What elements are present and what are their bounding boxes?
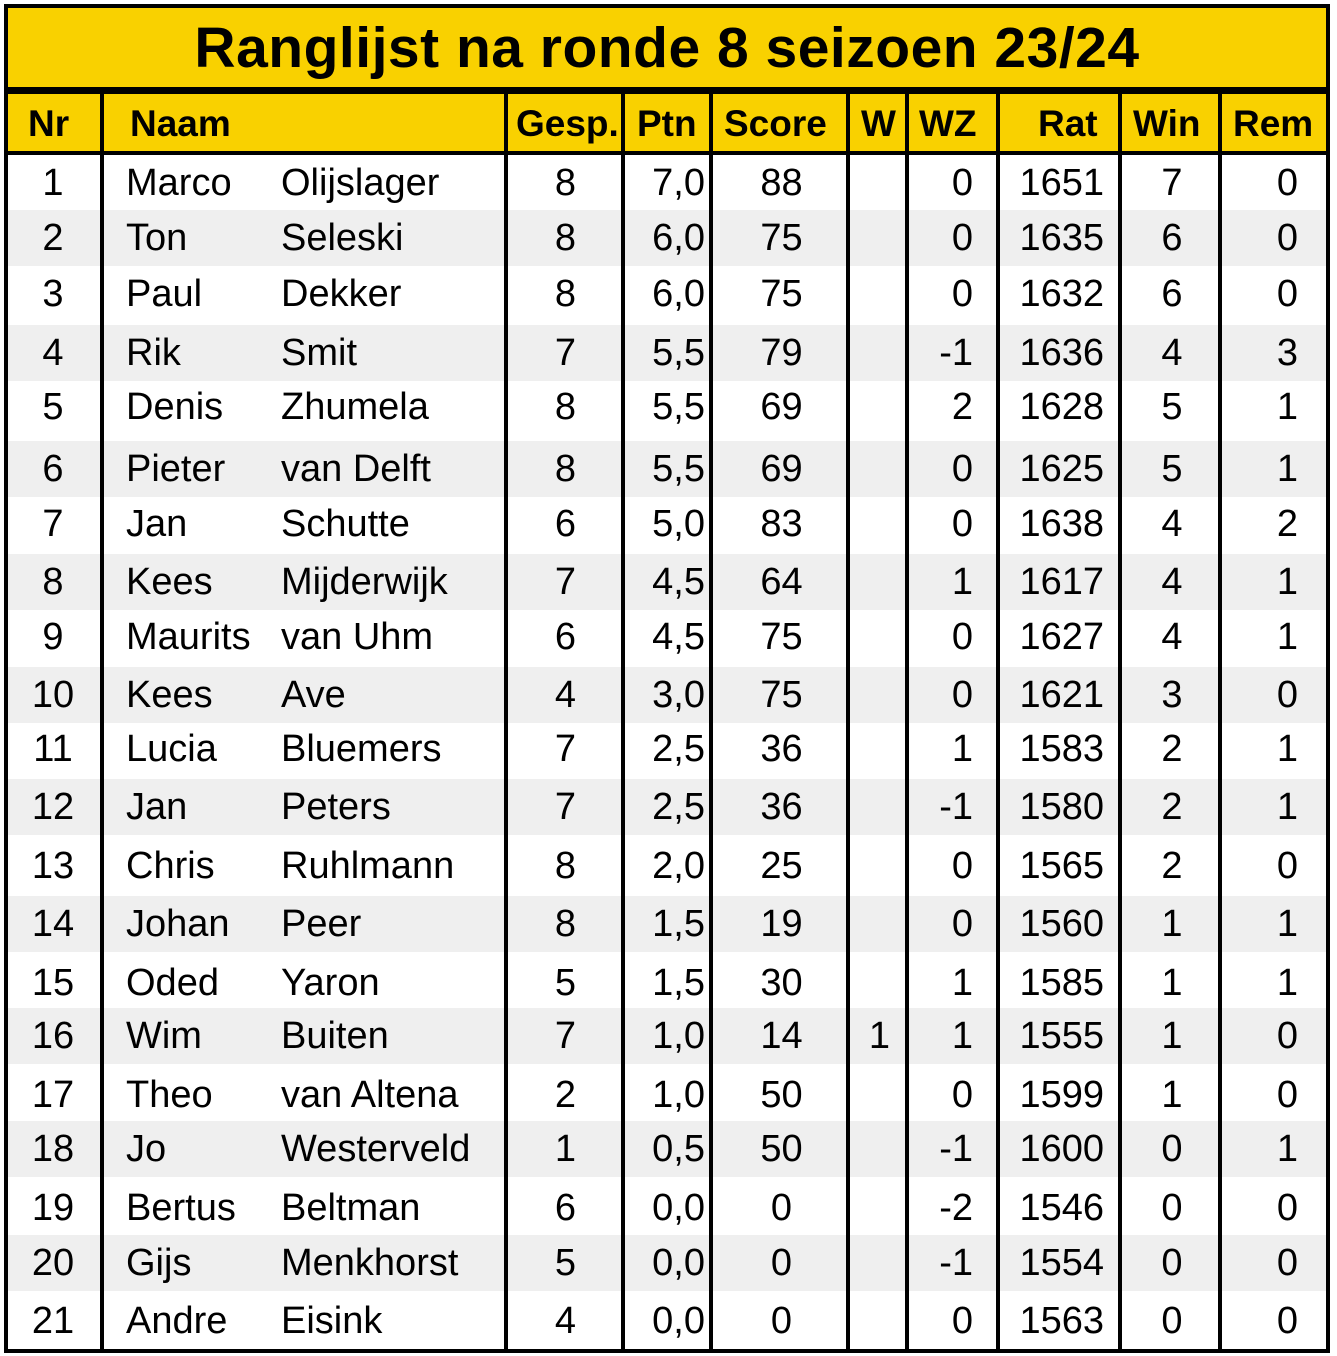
cell-nr: 21 (31, 1299, 75, 1342)
cell-score: 50 (760, 1073, 803, 1116)
cell-rat: 1580 (1019, 785, 1104, 828)
cell-last: Bluemers (281, 727, 442, 770)
cell-w (850, 325, 909, 381)
cell-rem: 1 (1276, 902, 1298, 945)
cell-ptn: 4,5 (652, 615, 705, 658)
cell-wz: 0 (951, 902, 973, 945)
column-divider (1118, 91, 1122, 1353)
cell-rem: 1 (1276, 560, 1298, 603)
cell-rem: 0 (1276, 1241, 1298, 1284)
cell-w: 1 (868, 1014, 891, 1057)
table-row (8, 155, 1326, 211)
cell-win: 2 (1161, 785, 1183, 828)
cell-last: Zhumela (281, 385, 429, 428)
cell-ptn: 5,5 (652, 331, 705, 374)
cell-win: 4 (1161, 331, 1183, 374)
cell-win: 1 (1161, 1014, 1183, 1057)
cell-nr: 14 (31, 902, 75, 945)
cell-rem: 1 (1276, 447, 1298, 490)
cell-score: 75 (760, 615, 803, 658)
cell-score: 75 (760, 272, 803, 315)
cell-w (850, 721, 909, 777)
cell-rem: 0 (1276, 272, 1298, 315)
cell-rat: 1632 (1019, 272, 1104, 315)
cell-rat: 1628 (1019, 385, 1104, 428)
cell-first: Marco (126, 161, 232, 204)
cell-last: Eisink (281, 1299, 383, 1342)
cell-first: Jan (126, 785, 188, 828)
cell-first: Gijs (126, 1241, 192, 1284)
table-row (8, 1180, 1326, 1236)
cell-gesp: 7 (554, 727, 577, 770)
cell-ptn: 5,5 (652, 447, 705, 490)
cell-rem: 0 (1276, 1186, 1298, 1229)
column-header-rat: Rat (1038, 103, 1098, 144)
column-divider (905, 91, 909, 1353)
cell-ptn: 1,5 (652, 902, 705, 945)
table-row (8, 1008, 1326, 1064)
table-row (8, 1293, 1326, 1349)
cell-last: Dekker (281, 272, 402, 315)
cell-gesp: 8 (554, 272, 577, 315)
cell-win: 4 (1161, 560, 1183, 603)
column-divider (100, 91, 104, 1353)
column-header-naam: Naam (130, 103, 231, 144)
cell-rem: 3 (1276, 331, 1298, 374)
cell-rat: 1585 (1019, 961, 1104, 1004)
cell-last: Peters (281, 785, 391, 828)
cell-first: Bertus (126, 1186, 236, 1229)
cell-ptn: 0,0 (652, 1186, 705, 1229)
cell-first: Lucia (126, 727, 217, 770)
cell-score: 79 (760, 331, 803, 374)
cell-last: Ruhlmann (281, 844, 455, 887)
cell-ptn: 1,0 (652, 1014, 705, 1057)
cell-w (850, 1067, 909, 1123)
cell-wz: -1 (939, 1241, 973, 1284)
cell-nr: 15 (31, 961, 75, 1004)
cell-rat: 1617 (1019, 560, 1104, 603)
cell-gesp: 8 (554, 216, 577, 259)
cell-first: Jo (126, 1127, 167, 1170)
cell-w (850, 838, 909, 894)
cell-score: 69 (760, 385, 803, 428)
cell-rem: 1 (1276, 961, 1298, 1004)
table-row (8, 667, 1326, 723)
cell-wz: 0 (951, 673, 973, 716)
table-row (8, 955, 1326, 1011)
cell-w (850, 496, 909, 552)
cell-win: 0 (1161, 1299, 1183, 1342)
cell-rem: 1 (1276, 615, 1298, 658)
cell-rat: 1560 (1019, 902, 1104, 945)
cell-win: 0 (1161, 1186, 1183, 1229)
table-row (8, 779, 1326, 835)
cell-win: 5 (1161, 447, 1183, 490)
cell-wz: 1 (951, 727, 973, 770)
cell-score: 75 (760, 673, 803, 716)
cell-last: Peer (281, 902, 362, 945)
cell-win: 4 (1161, 615, 1183, 658)
cell-win: 2 (1161, 727, 1183, 770)
cell-ptn: 0,5 (652, 1127, 705, 1170)
cell-rat: 1627 (1019, 615, 1104, 658)
cell-first: Wim (126, 1014, 202, 1057)
cell-first: Andre (126, 1299, 228, 1342)
cell-rat: 1638 (1019, 502, 1104, 545)
cell-ptn: 6,0 (652, 272, 705, 315)
cell-w (850, 609, 909, 665)
cell-w (850, 896, 909, 952)
cell-nr: 6 (42, 447, 64, 490)
table-row (8, 554, 1326, 610)
column-divider (1218, 91, 1222, 1353)
cell-gesp: 5 (554, 961, 577, 1004)
cell-rat: 1599 (1019, 1073, 1104, 1116)
table-row (8, 896, 1326, 952)
cell-ptn: 5,0 (652, 502, 705, 545)
cell-score: 69 (760, 447, 803, 490)
table-row (8, 1067, 1326, 1123)
cell-nr: 1 (42, 161, 64, 204)
cell-last: Ave (281, 673, 346, 716)
cell-wz: 2 (951, 385, 973, 428)
cell-win: 1 (1161, 961, 1183, 1004)
cell-nr: 16 (31, 1014, 75, 1057)
table-row (8, 379, 1326, 435)
cell-last: Beltman (281, 1186, 421, 1229)
cell-ptn: 2,5 (652, 785, 705, 828)
cell-first: Chris (126, 844, 215, 887)
cell-score: 64 (760, 560, 803, 603)
cell-nr: 4 (42, 331, 64, 374)
cell-gesp: 6 (554, 502, 577, 545)
column-divider (709, 91, 713, 1353)
cell-wz: 0 (951, 216, 973, 259)
column-header-score: Score (724, 103, 827, 144)
cell-gesp: 8 (554, 844, 577, 887)
cell-gesp: 7 (554, 560, 577, 603)
column-header-rem: Rem (1233, 103, 1314, 144)
cell-wz: 1 (951, 961, 973, 1004)
cell-score: 14 (760, 1014, 803, 1057)
cell-w (850, 955, 909, 1011)
cell-wz: 1 (951, 560, 973, 603)
cell-gesp: 4 (554, 1299, 577, 1342)
cell-score: 0 (770, 1299, 793, 1342)
cell-score: 25 (760, 844, 803, 887)
column-header-nr: Nr (28, 103, 70, 144)
table-row (8, 838, 1326, 894)
cell-gesp: 5 (554, 1241, 577, 1284)
cell-rem: 0 (1276, 673, 1298, 716)
cell-ptn: 2,5 (652, 727, 705, 770)
cell-last: van Altena (281, 1073, 459, 1116)
cell-nr: 7 (42, 502, 64, 545)
cell-first: Kees (126, 673, 213, 716)
cell-rat: 1651 (1019, 161, 1104, 204)
cell-w (850, 1293, 909, 1349)
cell-w (850, 155, 909, 211)
cell-last: Seleski (281, 216, 404, 259)
cell-gesp: 6 (554, 615, 577, 658)
cell-w (850, 210, 909, 266)
cell-rat: 1625 (1019, 447, 1104, 490)
cell-win: 6 (1161, 216, 1183, 259)
cell-rem: 0 (1276, 1299, 1298, 1342)
table-row (8, 266, 1326, 322)
cell-ptn: 3,0 (652, 673, 705, 716)
cell-nr: 17 (31, 1073, 75, 1116)
cell-ptn: 0,0 (652, 1241, 705, 1284)
cell-first: Kees (126, 560, 213, 603)
column-divider (996, 91, 1000, 1353)
cell-win: 3 (1161, 673, 1183, 716)
cell-last: Mijderwijk (281, 560, 448, 603)
table-row (8, 721, 1326, 777)
cell-gesp: 7 (554, 1014, 577, 1057)
cell-rat: 1621 (1019, 673, 1104, 716)
column-header-wz: WZ (919, 103, 977, 144)
cell-win: 7 (1161, 161, 1183, 204)
cell-ptn: 0,0 (652, 1299, 705, 1342)
cell-ptn: 5,5 (652, 385, 705, 428)
column-divider (621, 91, 625, 1353)
cell-first: Jan (126, 502, 188, 545)
cell-gesp: 8 (554, 447, 577, 490)
cell-win: 2 (1161, 844, 1183, 887)
cell-score: 0 (770, 1186, 793, 1229)
cell-w (850, 1121, 909, 1177)
table-row (8, 210, 1326, 266)
cell-score: 36 (760, 785, 803, 828)
cell-first: Denis (126, 385, 224, 428)
cell-rem: 1 (1276, 385, 1298, 428)
table-row (8, 325, 1326, 381)
cell-gesp: 6 (554, 1186, 577, 1229)
cell-rem: 1 (1276, 785, 1298, 828)
cell-nr: 3 (42, 272, 64, 315)
cell-score: 88 (760, 161, 803, 204)
cell-ptn: 1,5 (652, 961, 705, 1004)
table-row (8, 1121, 1326, 1177)
column-divider (504, 91, 508, 1353)
cell-nr: 20 (31, 1241, 75, 1284)
cell-nr: 10 (31, 673, 75, 716)
cell-rat: 1554 (1019, 1241, 1104, 1284)
cell-rem: 0 (1276, 1073, 1298, 1116)
cell-score: 19 (760, 902, 803, 945)
cell-last: Smit (281, 331, 357, 374)
cell-win: 6 (1161, 272, 1183, 315)
cell-score: 75 (760, 216, 803, 259)
cell-rat: 1635 (1019, 216, 1104, 259)
cell-nr: 13 (31, 844, 75, 887)
cell-gesp: 7 (554, 331, 577, 374)
cell-nr: 8 (42, 560, 64, 603)
cell-last: Yaron (281, 961, 380, 1004)
cell-w (850, 379, 909, 435)
cell-w (850, 266, 909, 322)
cell-rem: 0 (1276, 161, 1298, 204)
cell-wz: 0 (951, 161, 973, 204)
cell-ptn: 6,0 (652, 216, 705, 259)
cell-wz: -2 (939, 1186, 973, 1229)
cell-win: 5 (1161, 385, 1183, 428)
cell-ptn: 2,0 (652, 844, 705, 887)
cell-gesp: 7 (554, 785, 577, 828)
cell-w (850, 667, 909, 723)
cell-ptn: 4,5 (652, 560, 705, 603)
cell-last: van Delft (281, 447, 431, 490)
cell-first: Rik (126, 331, 181, 374)
cell-first: Ton (126, 216, 188, 259)
cell-win: 0 (1161, 1127, 1183, 1170)
cell-w (850, 441, 909, 497)
table-header (4, 91, 1330, 155)
cell-win: 1 (1161, 1073, 1183, 1116)
cell-win: 0 (1161, 1241, 1183, 1284)
cell-wz: -1 (939, 1127, 973, 1170)
cell-first: Paul (126, 272, 203, 315)
cell-rat: 1563 (1019, 1299, 1104, 1342)
cell-gesp: 8 (554, 902, 577, 945)
cell-nr: 2 (42, 216, 64, 259)
cell-score: 50 (760, 1127, 803, 1170)
column-header-ptn: Ptn (637, 103, 697, 144)
cell-wz: 0 (951, 1299, 973, 1342)
cell-gesp: 2 (554, 1073, 577, 1116)
cell-w (850, 779, 909, 835)
cell-w (850, 1180, 909, 1236)
cell-rat: 1546 (1019, 1186, 1104, 1229)
cell-last: Schutte (281, 502, 410, 545)
cell-gesp: 1 (554, 1127, 577, 1170)
cell-rem: 0 (1276, 844, 1298, 887)
table-row (8, 441, 1326, 497)
cell-rem: 1 (1276, 727, 1298, 770)
cell-win: 4 (1161, 502, 1183, 545)
cell-nr: 18 (31, 1127, 75, 1170)
cell-rat: 1636 (1019, 331, 1104, 374)
column-header-gesp: Gesp. (516, 103, 619, 144)
cell-rat: 1583 (1019, 727, 1104, 770)
cell-rat: 1565 (1019, 844, 1104, 887)
cell-first: Theo (126, 1073, 213, 1116)
column-header-w: W (861, 103, 896, 144)
cell-wz: 1 (951, 1014, 973, 1057)
cell-wz: 0 (951, 1073, 973, 1116)
table-row (8, 496, 1326, 552)
cell-rem: 2 (1276, 502, 1298, 545)
cell-w (850, 1235, 909, 1291)
cell-gesp: 8 (554, 161, 577, 204)
table-row (8, 1235, 1326, 1291)
cell-wz: -1 (939, 785, 973, 828)
cell-first: Oded (126, 961, 219, 1004)
cell-wz: 0 (951, 502, 973, 545)
cell-gesp: 4 (554, 673, 577, 716)
cell-first: Maurits (126, 615, 251, 658)
cell-score: 30 (760, 961, 803, 1004)
cell-nr: 9 (42, 615, 64, 658)
cell-wz: -1 (939, 331, 973, 374)
cell-wz: 0 (951, 272, 973, 315)
cell-last: Olijslager (281, 161, 440, 204)
cell-last: van Uhm (281, 615, 434, 658)
cell-wz: 0 (951, 844, 973, 887)
cell-rat: 1600 (1019, 1127, 1104, 1170)
cell-wz: 0 (951, 447, 973, 490)
cell-ptn: 1,0 (652, 1073, 705, 1116)
cell-first: Pieter (126, 447, 226, 490)
cell-rem: 0 (1276, 1014, 1298, 1057)
cell-first: Johan (126, 902, 230, 945)
cell-rem: 0 (1276, 216, 1298, 259)
column-header-win: Win (1133, 103, 1201, 144)
cell-wz: 0 (951, 615, 973, 658)
cell-nr: 12 (31, 785, 75, 828)
table-row (8, 609, 1326, 665)
cell-score: 83 (760, 502, 803, 545)
cell-nr: 5 (42, 385, 64, 428)
page-title: Ranglijst na ronde 8 seizoen 23/24 (4, 4, 1330, 91)
cell-score: 0 (770, 1241, 793, 1284)
cell-w (850, 554, 909, 610)
cell-last: Buiten (281, 1014, 389, 1057)
cell-score: 36 (760, 727, 803, 770)
cell-last: Menkhorst (281, 1241, 459, 1284)
column-divider (846, 91, 850, 1353)
ranking-table (4, 155, 1330, 1353)
cell-nr: 19 (31, 1186, 75, 1229)
cell-ptn: 7,0 (652, 161, 705, 204)
cell-gesp: 8 (554, 385, 577, 428)
cell-rem: 1 (1276, 1127, 1298, 1170)
cell-rat: 1555 (1019, 1014, 1104, 1057)
cell-nr: 11 (33, 727, 73, 770)
cell-last: Westerveld (281, 1127, 471, 1170)
cell-win: 1 (1161, 902, 1183, 945)
